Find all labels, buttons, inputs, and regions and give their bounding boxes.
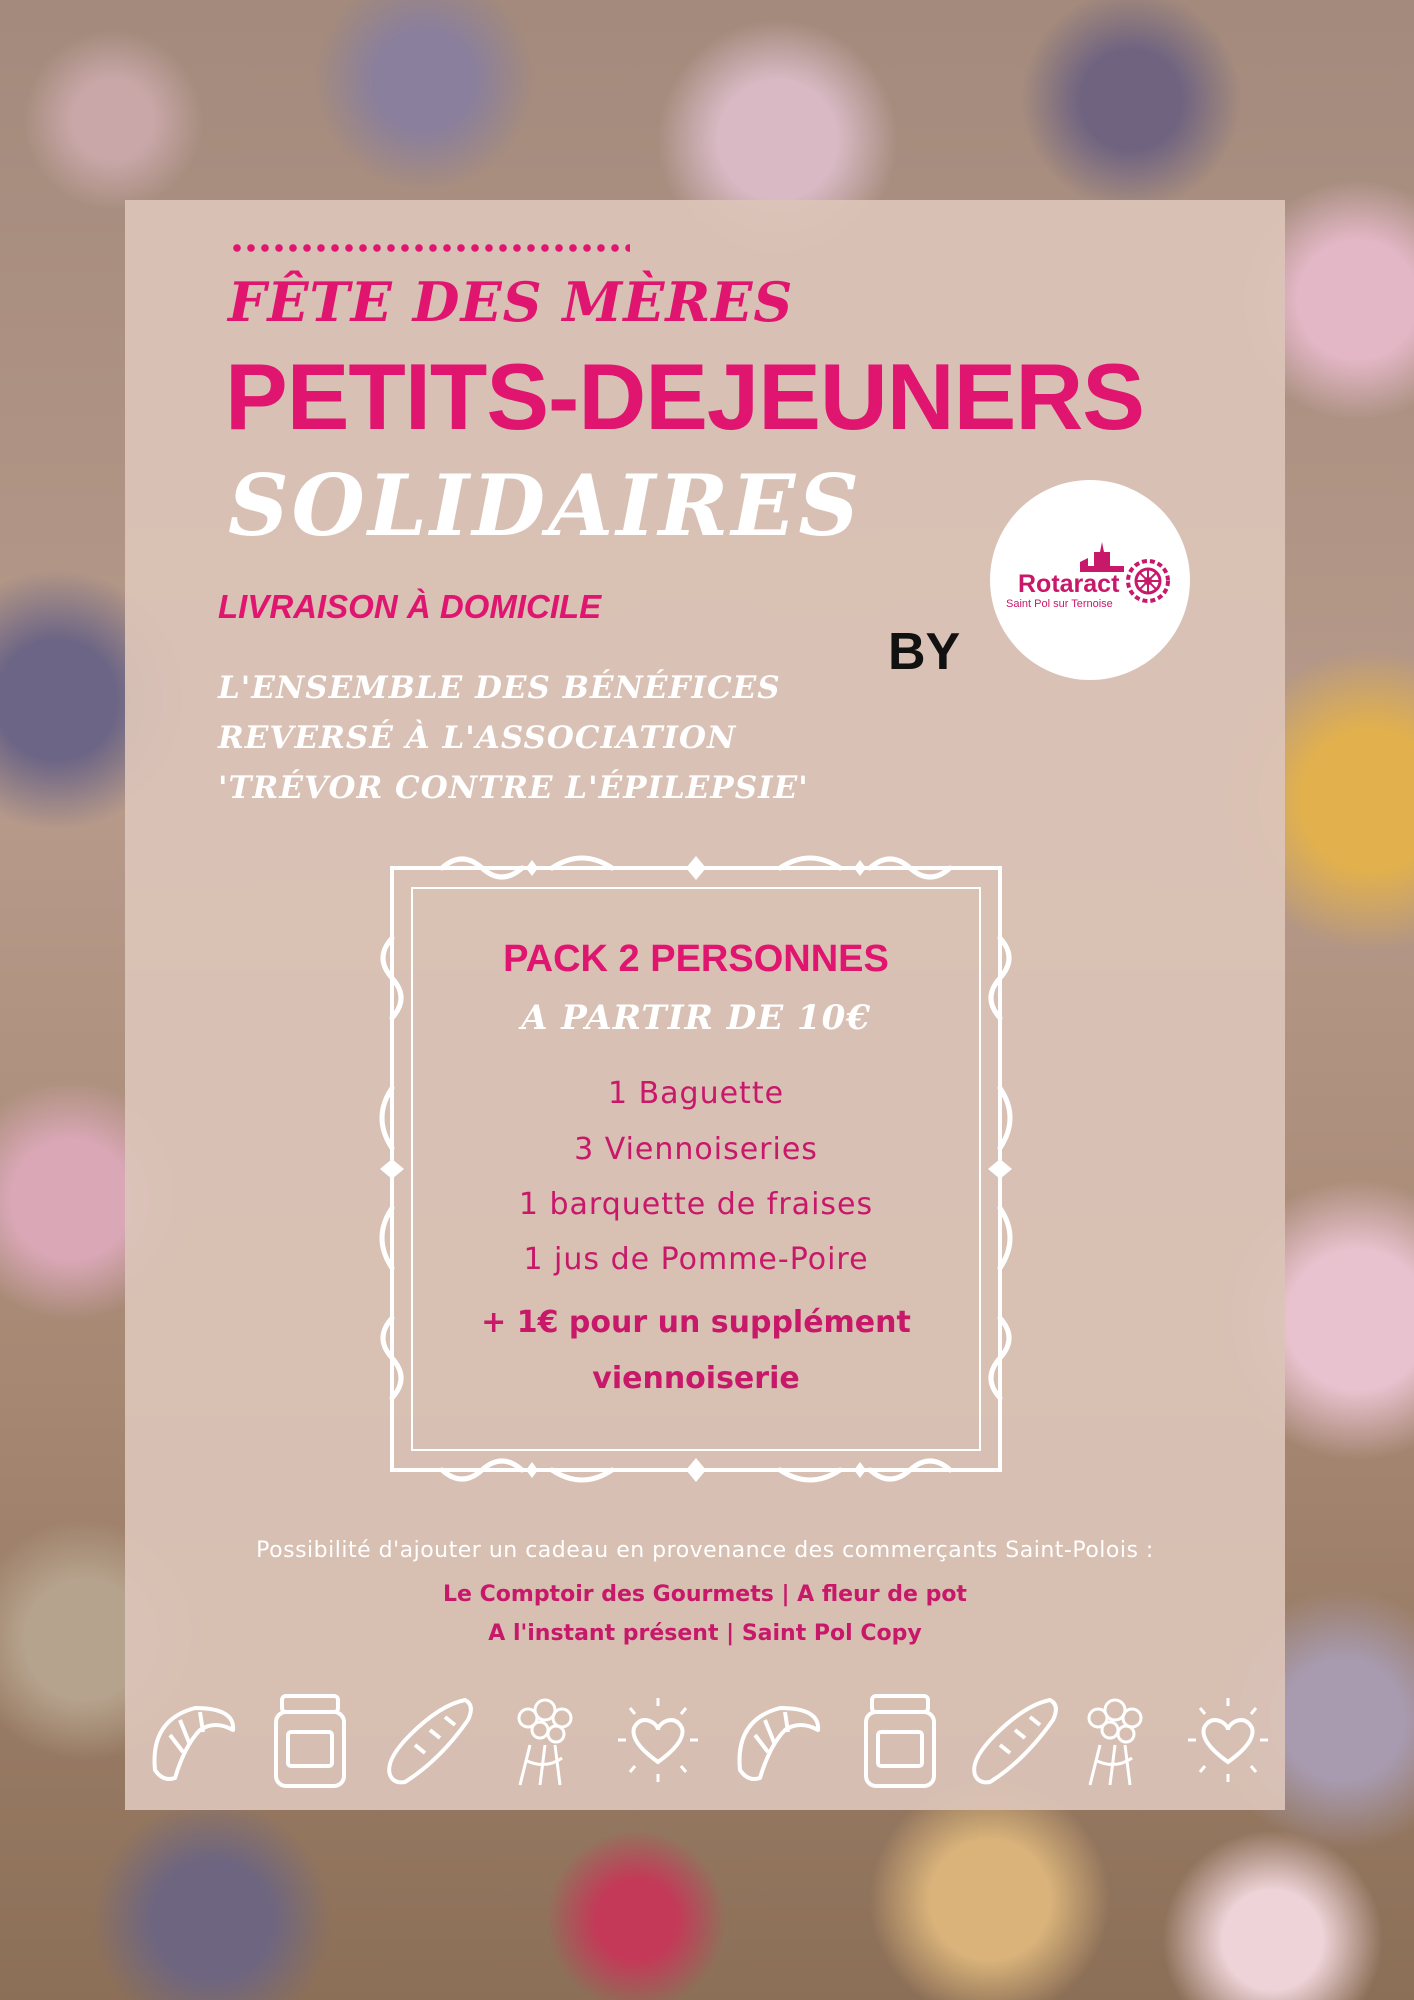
logo-name: Rotaract [1018, 570, 1120, 598]
benefit-text [218, 663, 809, 813]
by-label: BY [888, 623, 961, 681]
jam-jar-icon [860, 1690, 940, 1790]
pack-item: 1 jus de Pomme-Poire [523, 1242, 869, 1277]
footer-shops [125, 1575, 1285, 1653]
occasion-title: FÊTE DES MÈRES [228, 270, 794, 334]
icon-row [125, 1690, 1285, 1810]
jam-jar-icon [270, 1690, 350, 1790]
shops-line: Le Comptoir des Gourmets | A fleur de pot [443, 1582, 967, 1607]
shops-line: A l'instant présent | Saint Pol Copy [488, 1621, 922, 1646]
supplement-line: viennoiserie [592, 1361, 800, 1396]
delivery-label: LIVRAISON À DOMICILE [218, 588, 602, 625]
pack-price: A PARTIR DE 10€ [521, 998, 871, 1038]
heart-icon [610, 1690, 706, 1790]
benefit-line: L'ENSEMBLE DES BÉNÉFICES [218, 670, 781, 706]
baguette-icon [965, 1690, 1065, 1790]
pack-item: 3 Viennoiseries [574, 1132, 818, 1167]
main-title: PETITS-DEJEUNERS [225, 344, 1144, 449]
church-icon [1080, 540, 1130, 572]
supplement-line: + 1€ pour un supplément [481, 1305, 911, 1340]
pack-supplement [372, 1295, 1020, 1407]
heart-icon [1180, 1690, 1276, 1790]
logo-subtitle: Saint Pol sur Ternoise [1006, 598, 1113, 610]
bouquet-icon [1070, 1690, 1160, 1790]
croissant-icon [145, 1690, 241, 1790]
pack-item: 1 Baguette [607, 1076, 785, 1111]
benefit-line: REVERSÉ À L'ASSOCIATION [218, 720, 737, 756]
pack-title: PACK 2 PERSONNES [503, 938, 889, 980]
benefit-line: 'TRÉVOR CONTRE L'ÉPILEPSIE' [218, 770, 809, 806]
sub-title: SOLIDAIRES [228, 456, 862, 555]
baguette-icon [380, 1690, 480, 1790]
footer-intro: Possibilité d'ajouter un cadeau en provenance des commerçants Saint-Polois : [256, 1538, 1154, 1563]
dotted-divider [230, 241, 630, 255]
croissant-icon [730, 1690, 826, 1790]
rotaract-logo [990, 480, 1190, 680]
pack-item: 1 barquette de fraises [518, 1187, 874, 1222]
rotary-wheel-icon [1125, 558, 1171, 604]
bouquet-icon [500, 1690, 590, 1790]
